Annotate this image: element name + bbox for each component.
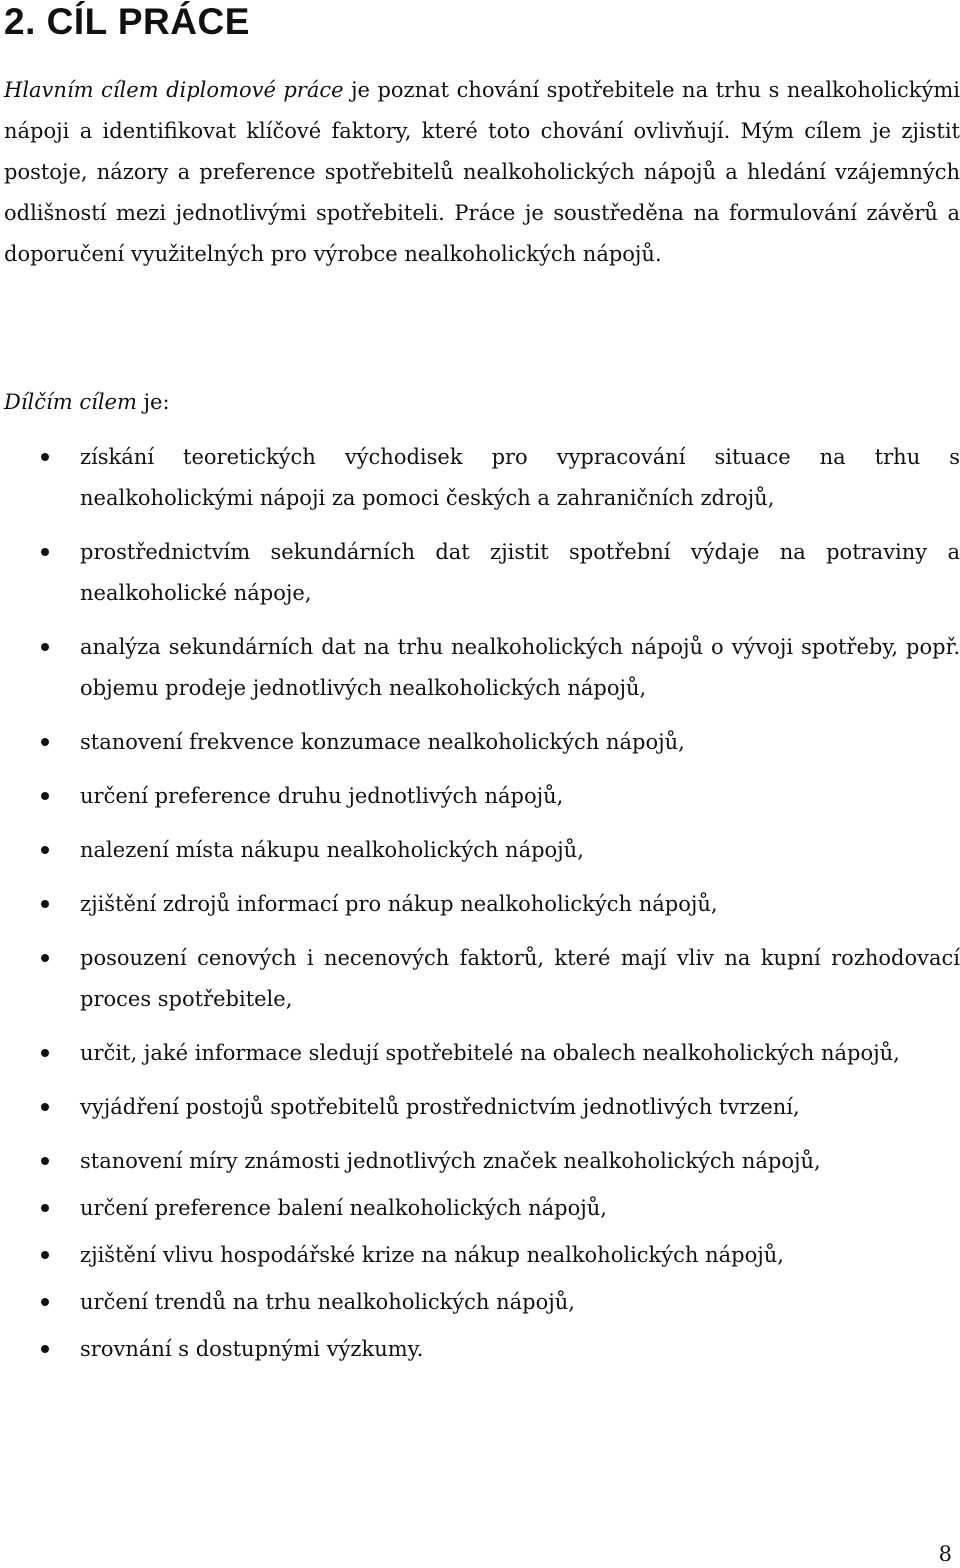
list-item-text: stanovení míry známosti jednotlivých značek nealkoholických nápojů, [80, 1149, 821, 1173]
list-item-text: určit, jaké informace sledují spotřebitelé na obalech nealkoholických nápojů, [80, 1041, 900, 1065]
bullet-icon [41, 1049, 49, 1057]
intro-lead-emphasis: Hlavním cílem diplomové práce [4, 78, 344, 102]
list-item-text: vyjádření postojů spotřebitelů prostřednictvím jednotlivých tvrzení, [80, 1095, 800, 1119]
list-item [0, 1033, 960, 1074]
subgoals-list [0, 437, 960, 1376]
bullet-icon [41, 846, 49, 854]
list-item [0, 532, 960, 614]
bullet-icon [41, 738, 49, 746]
list-item [0, 1282, 960, 1323]
list-item-text: zjištění vlivu hospodářské krize na nákup nealkoholických nápojů, [80, 1243, 784, 1267]
section-heading: 2. CÍL PRÁCE [4, 1, 250, 42]
list-item [0, 1235, 960, 1276]
list-item [0, 722, 960, 763]
bullet-icon [41, 548, 49, 556]
bullet-icon [41, 954, 49, 962]
list-item-text: určení preference balení nealkoholických nápojů, [80, 1196, 607, 1220]
list-item [0, 1188, 960, 1229]
list-item [0, 1329, 960, 1370]
list-item [0, 437, 960, 519]
list-item-text: stanovení frekvence konzumace nealkoholických nápojů, [80, 730, 685, 754]
list-item-text: získání teoretických východisek pro vypracování situace na trhu s nealkoholickými nápoji za pomoci českých a zahraničních zdrojů, [80, 445, 960, 510]
bullet-icon [41, 1298, 49, 1306]
list-item-text: analýza sekundárních dat na trhu nealkoholických nápojů o vývoji spotřeby, popř. objemu prodeje jednotlivých nealkoholických nápojů, [80, 635, 960, 700]
list-item [0, 1087, 960, 1128]
intro-paragraph [4, 70, 960, 275]
subgoals-label-text: je: [136, 390, 170, 414]
list-item [0, 627, 960, 709]
list-item [0, 1141, 960, 1182]
list-item-text: srovnání s dostupnými výzkumy. [80, 1337, 424, 1361]
page-number: 8 [938, 1542, 952, 1566]
list-item [0, 830, 960, 871]
list-item-text: nalezení místa nákupu nealkoholických nápojů, [80, 838, 584, 862]
bullet-icon [41, 792, 49, 800]
bullet-icon [41, 1157, 49, 1165]
intro-text: je poznat chování spotřebitele na trhu s nealkoholickými nápoji a identifikovat klíčové faktory, které toto chování ovlivňují. Mým cílem je zjistit postoje, názory a preference spotřebitelů nealkoholických nápojů a hledání vzájemných odlišností mezi jednotlivými spotřebiteli. Práce je soustředěna na formulování závěrů a doporučení využitelných pro výrobce nealkoholických nápojů. [4, 78, 960, 266]
subgoals-label-emphasis: Dílčím cílem [4, 390, 137, 414]
list-item-text: posouzení cenových i necenových faktorů, které mají vliv na kupní rozhodovací proces spotřebitele, [80, 946, 960, 1011]
bullet-icon [41, 1345, 49, 1353]
list-item-text: zjištění zdrojů informací pro nákup nealkoholických nápojů, [80, 892, 718, 916]
bullet-icon [41, 1251, 49, 1259]
list-item [0, 938, 960, 1020]
bullet-icon [41, 1103, 49, 1111]
bullet-icon [41, 900, 49, 908]
bullet-icon [41, 643, 49, 651]
bullet-icon [41, 1204, 49, 1212]
subgoals-label [4, 382, 170, 423]
list-item [0, 776, 960, 817]
list-item-text: prostřednictvím sekundárních dat zjistit spotřební výdaje na potraviny a nealkoholické nápoje, [80, 540, 960, 605]
list-item-text: určení trendů na trhu nealkoholických nápojů, [80, 1290, 575, 1314]
list-item-text: určení preference druhu jednotlivých nápojů, [80, 784, 564, 808]
list-item [0, 884, 960, 925]
bullet-icon [41, 453, 49, 461]
